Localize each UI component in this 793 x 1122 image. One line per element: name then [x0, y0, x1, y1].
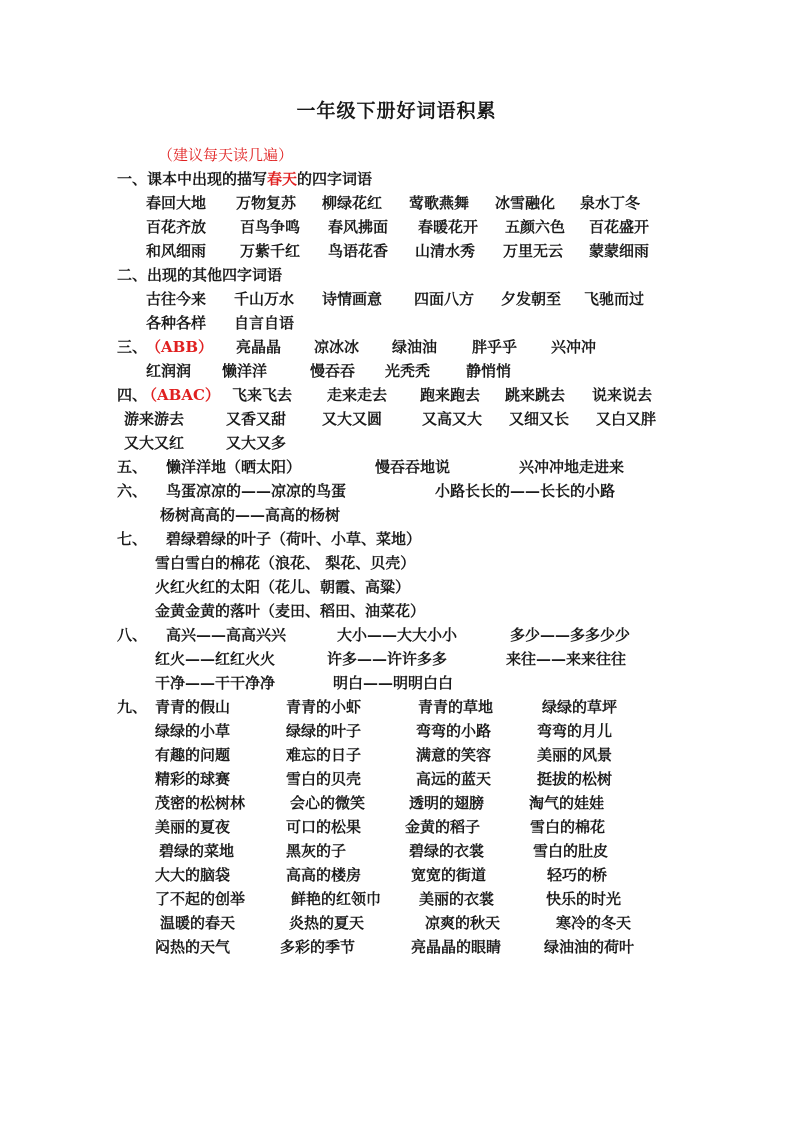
word: 又高又大 [422, 410, 483, 428]
word: 宽宽的街道 [411, 866, 487, 884]
phrase: 慢吞吞地说 [375, 458, 451, 476]
phrase: 许多——许许多多 [327, 650, 448, 668]
word: 光秃秃 [385, 362, 431, 380]
phrase: 懒洋洋地（晒太阳） [166, 458, 302, 476]
word: 莺歌燕舞 [409, 194, 470, 212]
word: 柳绿花红 [322, 194, 383, 212]
word: 美丽的风景 [537, 746, 613, 764]
page-title: 一年级下册好词语积累 [296, 100, 497, 122]
section-4-tag: （ABAC） [142, 386, 220, 404]
phrase: 鸟蛋凉凉的——凉凉的鸟蛋 [166, 482, 347, 500]
section-7-row-4: 金黄金黄的落叶（麦田、稻田、油菜花） [155, 602, 426, 620]
word: 又细又长 [509, 410, 570, 428]
word: 红润润 [146, 362, 192, 380]
section-7-row-3: 火红火红的太阳（花儿、朝霞、高粱） [155, 578, 411, 596]
word: 春风拂面 [328, 218, 389, 236]
word: 大大的脑袋 [155, 866, 231, 884]
word: 胖乎乎 [472, 338, 518, 356]
word: 静悄悄 [466, 362, 512, 380]
word: 慢吞吞 [310, 362, 356, 380]
section-3-tag: （ABB） [146, 338, 213, 356]
word: 百花盛开 [589, 218, 650, 236]
phrase: 杨树高高的——高高的杨树 [160, 506, 341, 524]
word: 青青的小虾 [286, 698, 362, 716]
word: 金黄的稻子 [405, 818, 481, 836]
word: 闷热的天气 [155, 938, 231, 956]
phrase: 红火——红红火火 [155, 650, 276, 668]
word: 各种各样 [146, 314, 207, 332]
word: 诗情画意 [322, 290, 383, 308]
word: 又大又圆 [322, 410, 383, 428]
phrase: 高兴——高高兴兴 [166, 626, 287, 644]
word: 会心的微笑 [290, 794, 366, 812]
word: 难忘的日子 [286, 746, 362, 764]
word: 轻巧的桥 [547, 866, 608, 884]
phrase: 小路长长的——长长的小路 [435, 482, 616, 500]
phrase: 干净——干干净净 [155, 674, 276, 692]
word: 飞驰而过 [584, 290, 645, 308]
word: 兴冲冲 [551, 338, 597, 356]
phrase: 多少——多多少少 [510, 626, 631, 644]
word: 蒙蒙细雨 [589, 242, 650, 260]
word: 又白又胖 [596, 410, 657, 428]
word: 美丽的衣裳 [419, 890, 495, 908]
word: 绿绿的草坪 [542, 698, 618, 716]
word: 夕发朝至 [501, 290, 562, 308]
word: 亮晶晶的眼睛 [411, 938, 502, 956]
word: 说来说去 [592, 386, 653, 404]
word: 走来走去 [327, 386, 388, 404]
section-1-heading-post: 的四字词语 [297, 170, 373, 188]
word: 雪白的贝壳 [286, 770, 362, 788]
word: 百花齐放 [146, 218, 207, 236]
word: 游来游去 [124, 410, 185, 428]
section-4-number: 四、 [117, 386, 148, 404]
word: 万紫千红 [240, 242, 301, 260]
section-6-number: 六、 [117, 482, 148, 500]
subtitle: （建议每天读几遍） [158, 146, 294, 164]
section-7-row-2: 雪白雪白的棉花（浪花、 梨花、贝壳） [155, 554, 416, 572]
word: 寒冷的冬天 [556, 914, 632, 932]
word: 可口的松果 [286, 818, 362, 836]
section-1-heading [117, 169, 372, 189]
word: 万物复苏 [236, 194, 297, 212]
word: 懒洋洋 [222, 362, 268, 380]
word: 精彩的球赛 [155, 770, 231, 788]
word: 冰雪融化 [495, 194, 556, 212]
word: 凉冰冰 [314, 338, 360, 356]
word: 四面八方 [414, 290, 475, 308]
word: 和风细雨 [146, 242, 207, 260]
word: 古往今来 [146, 290, 207, 308]
word: 雪白的棉花 [530, 818, 606, 836]
section-2-heading: 二、出现的其他四字词语 [117, 266, 283, 284]
word: 春暖花开 [418, 218, 479, 236]
word: 挺拔的松树 [537, 770, 613, 788]
word: 鲜艳的红领巾 [291, 890, 382, 908]
word: 青青的假山 [155, 698, 231, 716]
word: 绿油油的荷叶 [544, 938, 635, 956]
word: 跳来跳去 [505, 386, 566, 404]
word: 绿绿的小草 [155, 722, 231, 740]
word: 快乐的时光 [546, 890, 622, 908]
section-5-number: 五、 [117, 458, 148, 476]
section-1-heading-highlight: 春天 [267, 170, 298, 188]
word: 温暖的春天 [160, 914, 236, 932]
word: 碧绿的衣裳 [409, 842, 485, 860]
word: 飞来飞去 [232, 386, 293, 404]
word: 春回大地 [146, 194, 207, 212]
phrase: 来往——来来往往 [506, 650, 627, 668]
word: 青青的草地 [418, 698, 494, 716]
word: 百鸟争鸣 [240, 218, 301, 236]
word: 有趣的问题 [155, 746, 231, 764]
word: 美丽的夏夜 [155, 818, 231, 836]
phrase: 大小——大大小小 [337, 626, 458, 644]
word: 黑灰的子 [286, 842, 347, 860]
section-9-number: 九、 [117, 698, 148, 716]
word: 高高的楼房 [286, 866, 362, 884]
word: 透明的翅膀 [409, 794, 485, 812]
section-7-number: 七、 [117, 530, 148, 548]
word: 又香又甜 [226, 410, 287, 428]
word: 碧绿的菜地 [159, 842, 235, 860]
word: 跑来跑去 [420, 386, 481, 404]
word: 又大又多 [226, 434, 287, 452]
word: 亮晶晶 [236, 338, 282, 356]
section-1-heading-pre: 一、课本中出现的描写 [117, 170, 268, 188]
word: 淘气的娃娃 [529, 794, 605, 812]
word: 千山万水 [234, 290, 295, 308]
word: 凉爽的秋天 [425, 914, 501, 932]
word: 雪白的肚皮 [533, 842, 609, 860]
word: 弯弯的月儿 [537, 722, 613, 740]
word: 山清水秀 [415, 242, 476, 260]
word: 万里无云 [503, 242, 564, 260]
word: 泉水丁冬 [580, 194, 641, 212]
section-3-number: 三、 [117, 338, 148, 356]
word: 多彩的季节 [280, 938, 356, 956]
word: 绿绿的叶子 [286, 722, 362, 740]
word: 鸟语花香 [328, 242, 389, 260]
word: 又大又红 [124, 434, 185, 452]
section-8-number: 八、 [117, 626, 148, 644]
word: 五颜六色 [505, 218, 566, 236]
phrase: 明白——明明白白 [333, 674, 454, 692]
word: 了不起的创举 [155, 890, 246, 908]
word: 茂密的松树林 [155, 794, 246, 812]
word: 弯弯的小路 [416, 722, 492, 740]
word: 满意的笑容 [416, 746, 492, 764]
phrase: 碧绿碧绿的叶子（荷叶、小草、菜地） [166, 530, 422, 548]
phrase: 兴冲冲地走进来 [519, 458, 625, 476]
word: 绿油油 [392, 338, 438, 356]
word: 炎热的夏天 [289, 914, 365, 932]
word: 高远的蓝天 [416, 770, 492, 788]
word: 自言自语 [234, 314, 295, 332]
